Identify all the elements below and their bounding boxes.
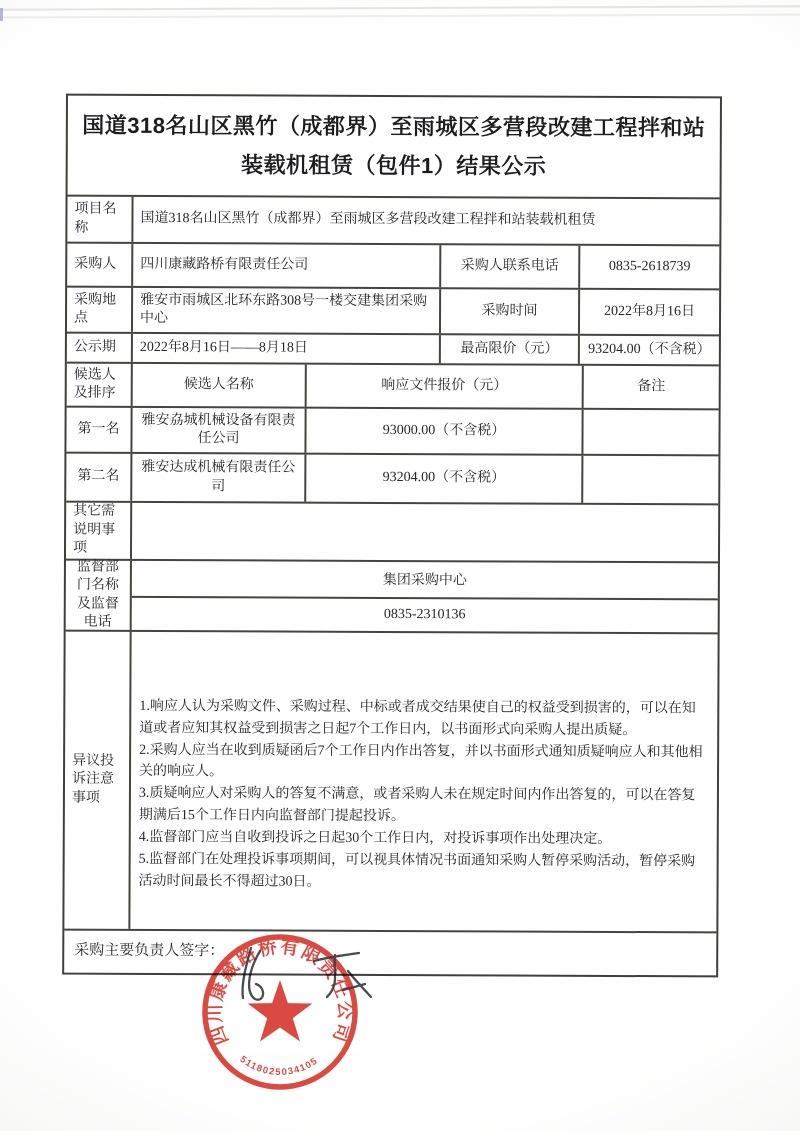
project-name-label: 项目名称 <box>67 197 133 242</box>
purchaser-phone-label: 采购人联系电话 <box>441 245 580 288</box>
stamp-and-signature-overlay <box>183 918 397 1114</box>
candidate-row-1 <box>66 406 718 455</box>
objection-item-3: 3.质疑响应人对采购人的答复不满意，或者采购人未在规定时间内作出答复的，可以在答复期满后15个工作日内向监督部门提起投诉。 <box>138 786 696 825</box>
result-announcement-table <box>62 94 722 978</box>
max-price-value: 93204.00（不含税） <box>588 341 711 358</box>
title-row <box>68 96 720 198</box>
candidate-price-header: 响应文件报价（元） <box>307 365 584 408</box>
project-name-value: 国道318名山区黑竹（成都界）至雨城区多营段改建工程拌和站装载机租赁 <box>140 211 596 229</box>
candidate-price: 93000.00（不含税） <box>306 409 583 454</box>
objection-item-1: 1.响应人认为采购文件、采购过程、中标或者成交结果使自己的权益受到损害的，可以在知道或者应知其权益受到损害之日起7个工作日内，以书面形式向采购人提出质疑。 <box>139 698 696 738</box>
signature-label: 采购主要负责人签字： <box>74 942 225 960</box>
candidate-name: 雅安达成机械有限责任公司 <box>132 454 306 502</box>
other-notes-label: 其它需说明事项 <box>66 503 132 559</box>
candidate-remark <box>583 456 718 504</box>
scan-artifact-line <box>0 5 800 11</box>
candidate-name-header: 候选人名称 <box>133 364 307 407</box>
purchaser-value: 四川康藏路桥有限责任公司 <box>133 244 441 287</box>
publicity-period-row <box>67 332 719 365</box>
other-notes-value <box>132 503 718 562</box>
objection-label: 异议投诉注意事项 <box>64 632 131 929</box>
company-seal <box>204 935 356 1087</box>
scan-artifact-line <box>0 14 800 18</box>
seal-company-text: 四川康藏路桥有限责任公司 <box>203 935 357 1049</box>
candidate-price: 93204.00（不含税） <box>306 455 583 503</box>
objection-item-5: 5.监督部门在处理投诉事项期间，可以视具体情况书面通知采购人暂停采购活动，暂停采购活动时间最长不得超过30日。 <box>138 851 696 890</box>
supervision-label: 监督部门名称及监督电话 <box>66 561 132 630</box>
location-label: 采购地点 <box>67 288 133 332</box>
objection-item-4: 4.监督部门应当自收到投诉之日起30个工作日内，对投诉事项作出处理决定。 <box>138 829 612 847</box>
purchase-time-label: 采购时间 <box>441 289 580 334</box>
candidates-header-row <box>67 362 719 409</box>
seal-star-icon <box>248 980 313 1042</box>
other-notes-row <box>66 501 718 562</box>
project-name-row <box>67 195 719 245</box>
candidate-row-2 <box>66 452 718 504</box>
candidates-section-label: 候选人及排序 <box>67 364 133 406</box>
purchaser-row <box>67 242 719 289</box>
publicity-period-value: 2022年8月16日——8月18日 <box>133 334 441 363</box>
max-price-label: 最高限价（元） <box>441 335 580 364</box>
supervision-department: 集团采购中心 <box>382 573 467 589</box>
purchaser-label: 采购人 <box>67 244 133 286</box>
supervision-values <box>132 561 718 633</box>
location-row <box>67 286 719 335</box>
seal-serial-number: 5118025034105 <box>237 1053 320 1079</box>
objection-item-2: 2.采购人应当在收到质疑函后7个工作日内作出答复，并以书面形式通知质疑响应人和其他相关的响应人。 <box>139 742 703 780</box>
supervision-phone: 0835-2310136 <box>132 595 718 632</box>
candidate-rank: 第二名 <box>66 454 132 501</box>
candidate-remark-header: 备注 <box>637 378 666 394</box>
document-title: 国道318名山区黑竹（成都界）至雨城区多营段改建工程拌和站装载机租赁（包件1）结果公示 <box>82 112 706 179</box>
scan-edge-mark <box>0 8 3 21</box>
supervision-row <box>66 559 718 633</box>
purchaser-phone-value: 0835-2618739 <box>608 258 691 275</box>
publicity-period-label: 公示期 <box>67 334 133 362</box>
objection-content <box>130 632 717 932</box>
candidate-name: 雅安劦城机械设备有限责任公司 <box>132 408 306 453</box>
candidate-remark <box>583 410 718 455</box>
location-value: 雅安市雨城区北环东路308号一楼交建集团采购中心 <box>133 288 441 333</box>
purchase-time-value: 2022年8月16日 <box>604 303 696 320</box>
candidate-rank: 第一名 <box>66 408 132 452</box>
objection-row <box>64 630 717 932</box>
